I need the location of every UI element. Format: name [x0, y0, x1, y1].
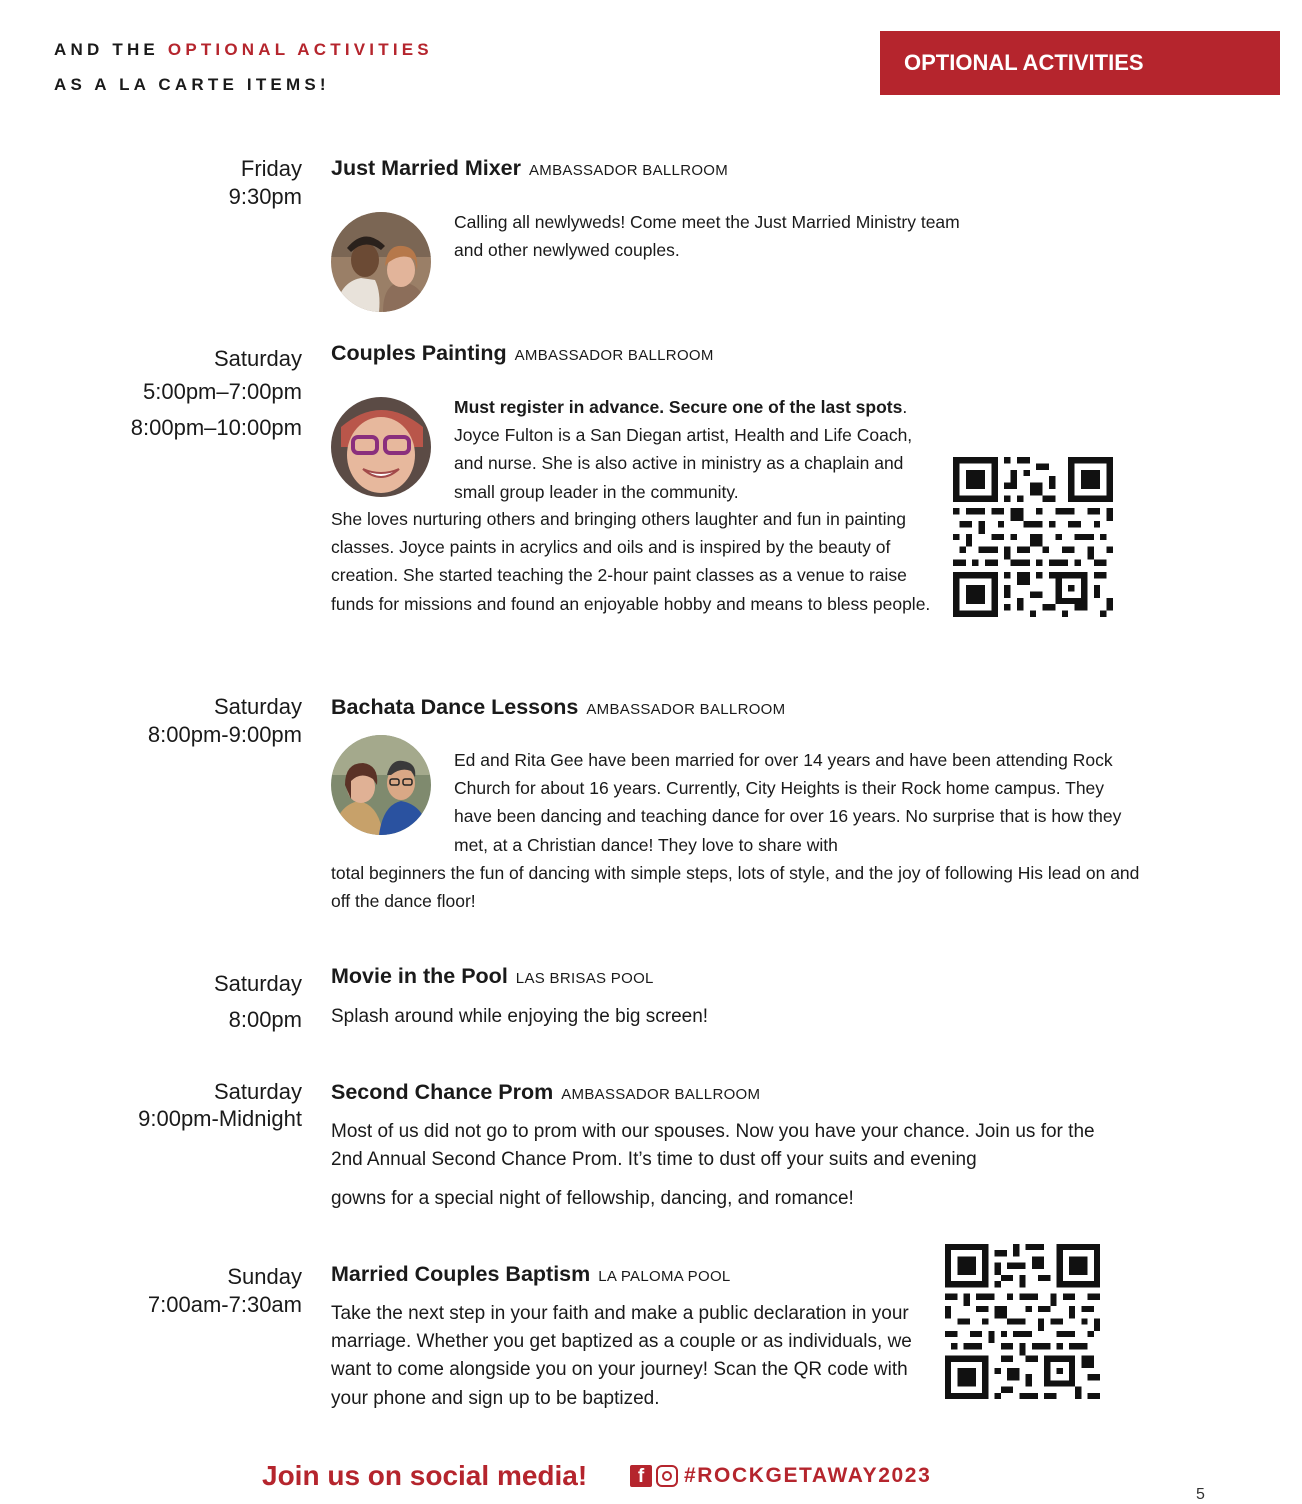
event-description: Most of us did not go to prom with our spouses. Now you have your chance. Join us for the 2nd Annual Second Chance Prom. It’s time to dust off your suits and evening — [331, 1121, 1095, 1171]
event-day-time — [131, 345, 302, 442]
event-title — [331, 1262, 731, 1287]
event-name: Second Chance Prom — [331, 1080, 554, 1104]
event-title — [331, 156, 728, 181]
couple-photo — [331, 212, 431, 312]
event-time: 8:00pm-9:00pm — [147, 722, 302, 747]
page-number: 5 — [1196, 1486, 1205, 1503]
event-venue: AMBASSADOR BALLROOM — [586, 701, 786, 718]
registration-notice-end: . — [902, 397, 908, 417]
event-title — [331, 964, 654, 989]
painting-qr-code[interactable] — [953, 457, 1113, 617]
registration-notice: Must register in advance. Secure one of the last spots — [454, 397, 903, 417]
event-day: Saturday — [213, 1079, 302, 1104]
event-day: Saturday — [213, 694, 302, 719]
event-name: Married Couples Baptism — [331, 1262, 591, 1286]
baptism-qr-code[interactable] — [945, 1244, 1100, 1399]
event-time: 5:00pm–7:00pm — [143, 379, 302, 404]
social-media-heading: Join us on social media! — [262, 1460, 588, 1491]
event-title — [331, 1080, 760, 1105]
event-venue: LAS BRISAS POOL — [515, 970, 654, 987]
header-line-1-accent: OPTIONAL ACTIVITIES — [167, 40, 433, 59]
event-day-time — [138, 1078, 302, 1133]
event-day: Friday — [240, 156, 302, 181]
event-time: 9:30pm — [228, 184, 302, 209]
event-name: Just Married Mixer — [331, 156, 521, 180]
section-banner: OPTIONAL ACTIVITIES — [880, 31, 1280, 95]
header-line-1 — [54, 40, 433, 60]
header-line-1-prefix: AND THE — [54, 40, 168, 59]
dance-couple-photo — [331, 735, 431, 835]
event-description — [454, 393, 924, 506]
facebook-icon[interactable]: f — [630, 1465, 652, 1487]
event-description: Calling all newlyweds! Come meet the Just Married Ministry team and other newlywed couples. — [454, 212, 960, 261]
event-venue: AMBASSADOR BALLROOM — [561, 1086, 761, 1103]
event-description: Take the next step in your faith and make a public declaration in your marriage. Whether you get baptized as a couple or as individuals, we want to come alongside you on your journey! Scan the QR code with your phone and sign up to be baptized. — [331, 1303, 912, 1409]
event-title — [331, 341, 714, 366]
event-day: Saturday — [213, 346, 302, 371]
event-day: Saturday — [213, 971, 302, 996]
event-venue: LA PALOMA POOL — [598, 1268, 731, 1285]
artist-photo — [331, 397, 431, 497]
event-venue: AMBASSADOR BALLROOM — [514, 347, 714, 364]
event-description: Splash around while enjoying the big screen! — [331, 1006, 709, 1027]
social-hashtag-row — [630, 1464, 931, 1488]
event-day-time — [148, 693, 302, 749]
header-line-2: AS A LA CARTE ITEMS! — [54, 75, 330, 94]
event-day: Sunday — [227, 1264, 302, 1289]
event-description-text: Joyce Fulton is a San Diegan artist, Health and Life Coach, and nurse. She is also active in ministry as a chaplain and small group leader in the community. — [454, 425, 913, 502]
event-name: Bachata Dance Lessons — [331, 695, 579, 719]
hashtag: #ROCKGETAWAY2023 — [684, 1464, 932, 1487]
event-name: Couples Painting — [331, 341, 507, 365]
event-venue: AMBASSADOR BALLROOM — [528, 162, 729, 179]
event-day-time — [214, 970, 302, 1034]
event-title — [331, 695, 785, 720]
event-day-time — [229, 155, 302, 211]
instagram-icon[interactable] — [656, 1465, 678, 1487]
event-day-time — [148, 1263, 302, 1319]
event-name: Movie in the Pool — [331, 964, 508, 988]
event-time-2: 8:00pm–10:00pm — [130, 415, 302, 440]
event-description-continued: She loves nurturing others and bringing others laughter and fun in painting classes. Joyce paints in acrylics and oils and is inspired by the beauty of creation. She started teaching the 2-hour paint classes as a venue to raise funds for missions and found an enjoyable hobby and means to bless people. — [331, 509, 931, 614]
event-description-continued: gowns for a special night of fellowship, dancing, and romance! — [331, 1188, 854, 1209]
event-description: Ed and Rita Gee have been married for over 14 years and have been attending Rock Church for about 16 years. Currently, City Heights is their Rock home campus. They have been dancing and teaching dance for over 16 years. No surprise that is how they met, at a Christian dance! They love to share with — [454, 750, 1122, 855]
event-time: 8:00pm — [228, 1007, 302, 1032]
event-time: 9:00pm-Midnight — [138, 1106, 302, 1131]
event-description-continued: total beginners the fun of dancing with simple steps, lots of style, and the joy of following His lead on and off the dance floor! — [331, 863, 1140, 912]
event-time: 7:00am-7:30am — [147, 1292, 302, 1317]
